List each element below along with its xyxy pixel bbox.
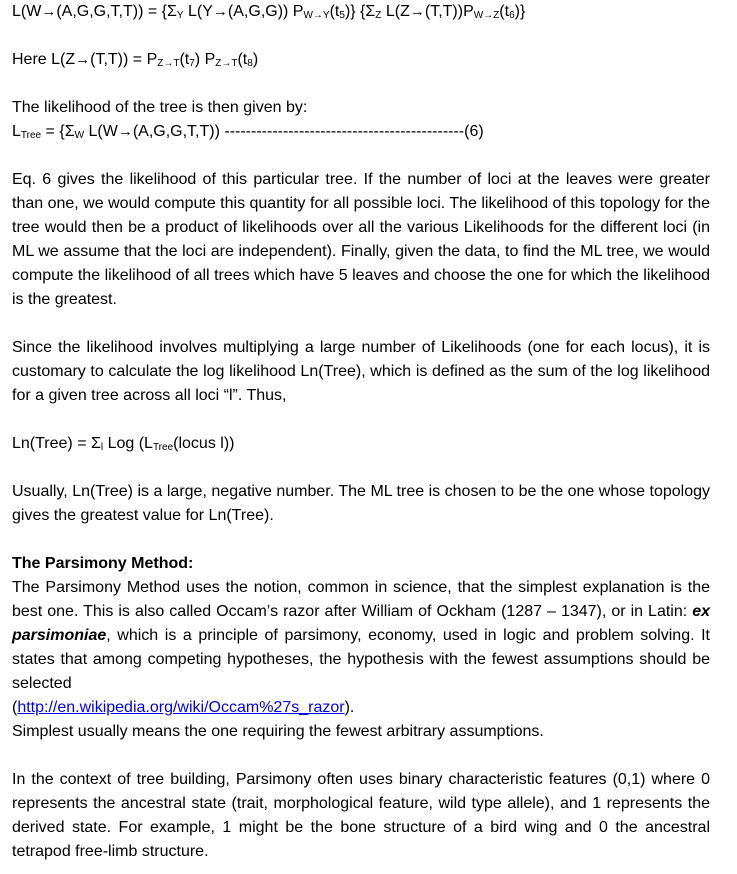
equation-tree-likelihood: $L_{Tree} = \{\Sigma_W$ L(W→(A,G,G,T,T)) ---------------------------------------------(6) xyxy=(12,123,484,141)
equation-log-likelihood: Ln(Tree) = $\Sigma_l$ Log ($L_{Tree}(locus$ l)) xyxy=(12,435,235,453)
paragraph-binary-features: In the context of tree building, Parsimony often uses binary characteristic features (0,1) where 0 represents the ancestral state (trait, morphological feature, wild type allele), and 1 represents the derived state. For example, 1 might be the bone structure of a bird wing and 0 the ancestral tetrapod free-limb structure. xyxy=(12,771,710,860)
paragraph-eq6: Eq. 6 gives the likelihood of this particular tree. If the number of loci at the leaves were greater than one, we would compute this quantity for all possible loci. The likelihood of this topology for the tree would then be a product of likelihoods over all the various Likelihoods for the different loci (in ML we assume that the loci are independent). Finally, given the data, to find the ML tree, we would compute the likelihood of all trees which have 5 leaves and choose the one for which the likelihood is the greatest. xyxy=(12,171,710,308)
intro-line: The likelihood of the tree is then given by: xyxy=(12,99,308,116)
equation-subtree-likelihood: $L(W\to(A,G,G,T,T)) = \{\Sigma_Y$ L(Y→(A,G,G)) $P_{W\to Y}(t_5)$} {$\Sigma_Z$ $L(Z\to(T,T))P_{W\to Z}(t_6)$} xyxy=(12,3,526,21)
latin-term: ex parsimoniae xyxy=(12,603,710,644)
paragraph-log-likelihood: Since the likelihood involves multiplying a large number of Likelihoods (one for each locus), it is customary to calculate the log likelihood Ln(Tree), which is defined as the sum of the log likelihood for a given tree across all loci “l”. Thus, xyxy=(12,339,710,404)
section-heading: The Parsimony Method: xyxy=(12,555,194,572)
reference-line: (http://en.wikipedia.org/wiki/Occam%27s_razor). xyxy=(12,699,355,716)
paragraph-simplest: Simplest usually means the one requiring the fewest arbitrary assumptions. xyxy=(12,723,544,740)
paragraph-ml-tree: Usually, Ln(Tree) is a large, negative number. The ML tree is chosen to be the one whose topology gives the greatest value for Ln(Tree). xyxy=(12,483,710,524)
document-page xyxy=(12,0,710,864)
equation-leaf-likelihood: Here $L(Z\to(T,T)) = P_{Z\to T}(t_7)$ $P_{Z\to T}(t_8)$ xyxy=(12,51,259,69)
paragraph-parsimony: The Parsimony Method uses the notion, common in science, that the simplest explanation is the best one. This is also called Occam’s razor after William of Ockham (1287 – 1347), or in Latin: ex parsimoniae, which is a principle of parsimony, economy, used in logic and problem solving. It states that among competing hypotheses, the hypothesis with the fewest assumptions should be selected xyxy=(12,579,710,692)
wikipedia-link[interactable]: http://en.wikipedia.org/wiki/Occam%27s_razor xyxy=(17,699,345,716)
